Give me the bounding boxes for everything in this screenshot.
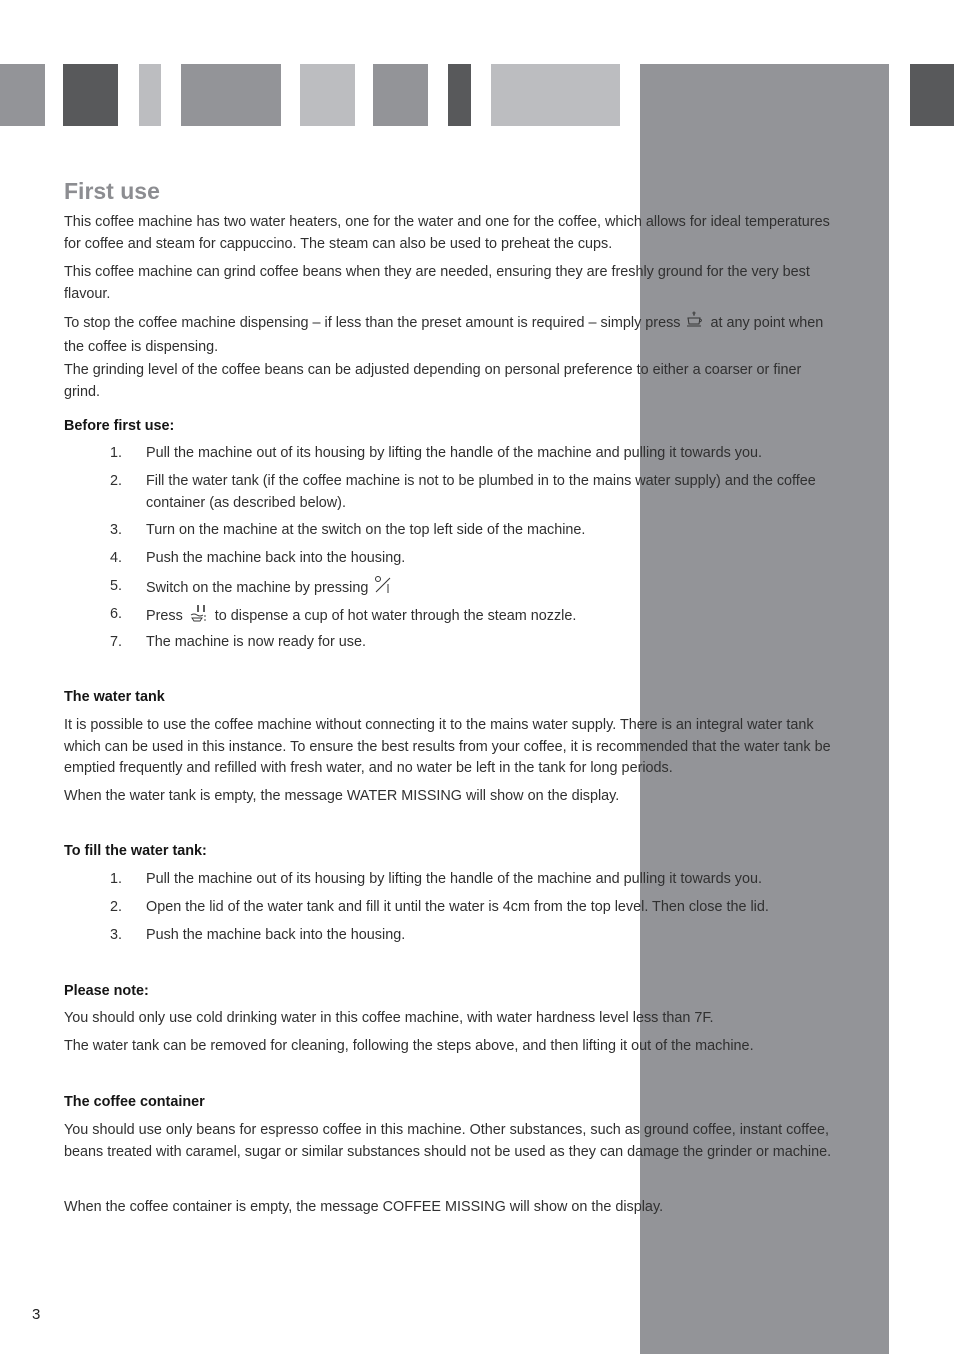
list-item-text: Fill the water tank (if the coffee machine is not to be plumbed in to the mains water supply) and the coffee container (as described below). [146, 473, 816, 511]
list-item-text-part: to dispense a cup of hot water through the steam nozzle. [214, 608, 577, 624]
power-switch-icon [374, 576, 392, 602]
water-tank-paragraph-2: When the water tank is empty, the message WATER MISSING will show on the display. [64, 788, 620, 804]
list-item-number: 1. [110, 445, 123, 461]
intro-paragraph-3 [64, 311, 834, 358]
header-block-3 [139, 64, 161, 126]
header-block-5 [300, 64, 355, 126]
intro-paragraph-3-start: To stop the coffee machine dispensing – if less than the preset amount is required – simply press [64, 315, 681, 331]
list-item-text: Turn on the machine at the switch on the top left side of the machine. [146, 522, 586, 538]
list-item-text: Push the machine back into the housing. [146, 927, 406, 943]
list-item-text: Open the lid of the water tank and fill it until the water is 4cm from the top level. Then close the lid. [146, 899, 769, 915]
coffee-container-heading: The coffee container [64, 1094, 205, 1110]
intro-paragraph-1: This coffee machine has two water heaters, one for the water and one for the coffee, which allows for ideal temperatures for coffee and steam for cappuccino. The steam can also be used to preheat the cups. [64, 214, 830, 252]
list-item-text: Pull the machine out of its housing by lifting the handle of the machine and pulling it towards you. [146, 871, 762, 887]
page-title: First use [64, 178, 160, 204]
list-item-text-part: Switch on the machine by pressing [146, 580, 369, 596]
intro-paragraph-4: The grinding level of the coffee beans can be adjusted depending on personal preference to either a coarser or finer grind. [64, 362, 802, 400]
list-item-number: 7. [110, 634, 123, 650]
list-item-number: 2. [110, 473, 123, 489]
please-note-paragraph-2: The water tank can be removed for cleaning, following the steps above, and then lifting it out of the machine. [64, 1038, 754, 1054]
water-tank-heading: The water tank [64, 689, 165, 705]
list-item-text: Push the machine back into the housing. [146, 550, 406, 566]
header-block-2 [63, 64, 118, 126]
intro-paragraph-3-end: at any point when the coffee is dispensing. [64, 315, 824, 355]
fill-tank-heading: To fill the water tank: [64, 843, 207, 859]
list-item-text: The machine is now ready for use. [146, 634, 366, 650]
list-item-text [146, 576, 826, 602]
list-item-number: 4. [110, 550, 123, 566]
water-tank-paragraph-1: It is possible to use the coffee machine without connecting it to the mains water supply. There is an integral water tank which can be used in this instance. To ensure the best results from your coffee, it is recommended that the water tank be emptied frequently and refilled with fresh water, and no water be left in the tank for long periods. [64, 717, 831, 776]
hot-water-icon [189, 604, 209, 630]
list-item-number: 2. [110, 899, 123, 915]
intro-paragraph-2: This coffee machine can grind coffee beans when they are needed, ensuring they are freshly ground for the very best flavour. [64, 264, 810, 302]
header-block-1 [0, 64, 45, 126]
please-note-paragraph-1: You should only use cold drinking water in this coffee machine, with water hardness level less than 7F. [64, 1010, 714, 1026]
list-item-number: 3. [110, 522, 123, 538]
header-block-4 [181, 64, 281, 126]
list-item-number: 6. [110, 606, 123, 622]
header-block-9 [910, 64, 954, 126]
coffee-container-paragraph-1: You should use only beans for espresso coffee in this machine. Other substances, such as ground coffee, instant coffee, beans treated with caramel, sugar or similar substances should not be used as they can damage the grinder or machine. [64, 1122, 832, 1160]
please-note-heading: Please note: [64, 983, 149, 999]
list-item-number: 5. [110, 578, 123, 594]
coffee-container-paragraph-2: When the coffee container is empty, the message COFFEE MISSING will show on the display. [64, 1199, 664, 1215]
header-block-6 [373, 64, 428, 126]
list-item-text-part: Press [146, 608, 183, 624]
list-item-number: 3. [110, 927, 123, 943]
header-block-7 [448, 64, 471, 126]
page-number: 3 [32, 1306, 41, 1323]
list-item-text [146, 604, 826, 630]
header-block-8 [491, 64, 620, 126]
coffee-cup-icon [686, 311, 704, 337]
list-item-text: Pull the machine out of its housing by lifting the handle of the machine and pulling it towards you. [146, 445, 762, 461]
before-first-use-heading: Before first use: [64, 418, 175, 434]
list-item-number: 1. [110, 871, 123, 887]
